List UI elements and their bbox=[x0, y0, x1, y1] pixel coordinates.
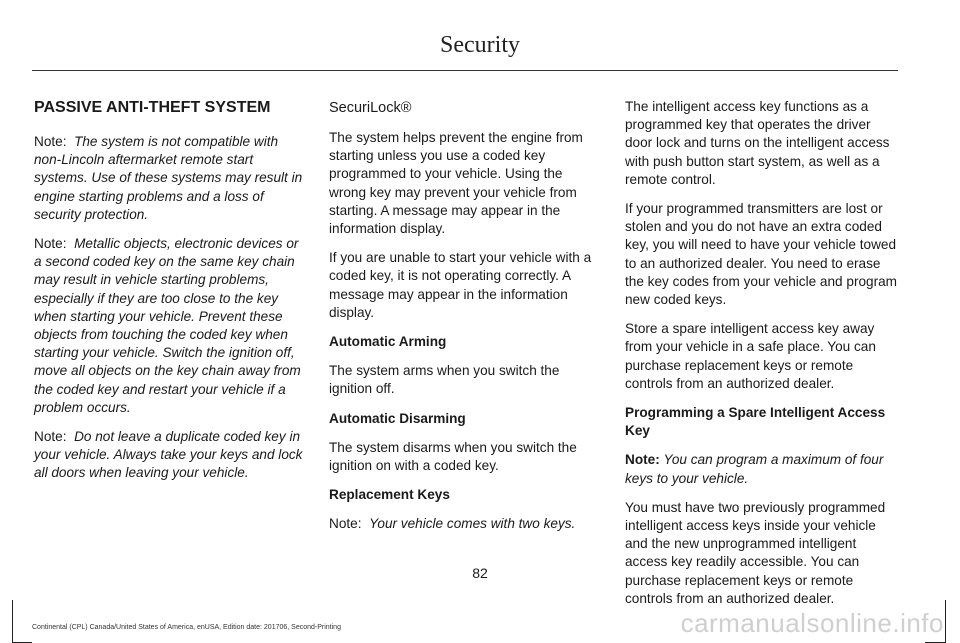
footer-edition-text: Continental (CPL) Canada/United States of America, enUSA, Edition date: 201706, Second-Printing bbox=[32, 624, 341, 631]
crop-mark-right bbox=[945, 600, 946, 643]
note-paragraph bbox=[34, 235, 306, 417]
note-label: Note: bbox=[625, 452, 660, 468]
column-3 bbox=[625, 98, 897, 619]
crop-mark-left bbox=[12, 600, 13, 643]
column-2 bbox=[329, 98, 601, 545]
note-text: You can program a maximum of four keys to your vehicle. bbox=[625, 452, 884, 486]
note-text: Do not leave a duplicate coded key in your vehicle. Always take your keys and lock all doors when leaving your vehicle. bbox=[34, 429, 303, 481]
note-label: Note: bbox=[34, 429, 67, 445]
paragraph: The system helps prevent the engine from starting unless you use a coded key programmed to your vehicle. Using the wrong key may prevent your vehicle from starting. A message may appear in the information display. bbox=[329, 130, 583, 237]
note-label: Note: bbox=[329, 516, 362, 532]
column-1 bbox=[34, 98, 306, 494]
paragraph: If you are unable to start your vehicle with a coded key, it is not operating correctly. A message may appear in the information display. bbox=[329, 250, 592, 320]
note-text: Metallic objects, electronic devices or a second coded key on the same key chain may result in vehicle starting problems, especially if they are too close to the key when starting your vehicle. Prevent these objects from touching the coded key when starting your vehicle. Switch the ignition off, move all objects on the key chain away from the coded key and restart your vehicle if a problem occurs. bbox=[34, 236, 301, 415]
page-header-title: Security bbox=[440, 32, 520, 58]
subheading-automatic-disarming: Automatic Disarming bbox=[329, 410, 466, 426]
note-paragraph bbox=[34, 133, 306, 224]
note-label: Note: bbox=[34, 236, 67, 252]
note-paragraph bbox=[625, 451, 897, 487]
note-label: Note: bbox=[34, 134, 67, 149]
note-paragraph bbox=[34, 428, 306, 483]
paragraph: The system arms when you switch the ignition off. bbox=[329, 363, 560, 397]
note-text: The system is not compatible with non-Lincoln aftermarket remote start systems. Use of these systems may result in engine starting problems and a loss of security protection. bbox=[34, 134, 303, 222]
header-divider bbox=[32, 70, 898, 71]
subheading-replacement-keys: Replacement Keys bbox=[329, 487, 450, 503]
paragraph: If your programmed transmitters are lost or stolen and you do not have an extra coded key, you will need to have your vehicle towed to an authorized dealer. You need to erase the key codes from your vehicle and program new coded keys. bbox=[625, 201, 898, 308]
section-heading-passive-anti-theft: PASSIVE ANTI-THEFT SYSTEM bbox=[34, 99, 271, 116]
paragraph: The intelligent access key functions as a programmed key that operates the driver door lock and turns on the intelligent access with push button start system, as well as a remote control. bbox=[625, 99, 890, 187]
subheading-programming-spare-key: Programming a Spare Intelligent Access Key bbox=[625, 405, 886, 439]
note-text: Your vehicle comes with two keys. bbox=[369, 516, 576, 532]
watermark-logo: carmanualsonline.info bbox=[680, 608, 944, 638]
paragraph: The system disarms when you switch the ignition on with a coded key. bbox=[329, 439, 577, 474]
subheading-automatic-arming: Automatic Arming bbox=[329, 334, 447, 350]
paragraph: Store a spare intelligent access key away from your vehicle in a safe place. You can purchase replacement keys or remote controls from an authorized dealer. bbox=[625, 321, 876, 391]
note-paragraph bbox=[329, 515, 601, 533]
page-number: 82 bbox=[472, 565, 488, 581]
section-heading-securilock: SecuriLock® bbox=[329, 100, 412, 116]
paragraph: You must have two previously programmed intelligent access keys inside your vehicle and the new unprogrammed intelligent access key readily accessible. You can purchase replacement keys or remote controls from an authorized dealer. bbox=[625, 499, 886, 606]
